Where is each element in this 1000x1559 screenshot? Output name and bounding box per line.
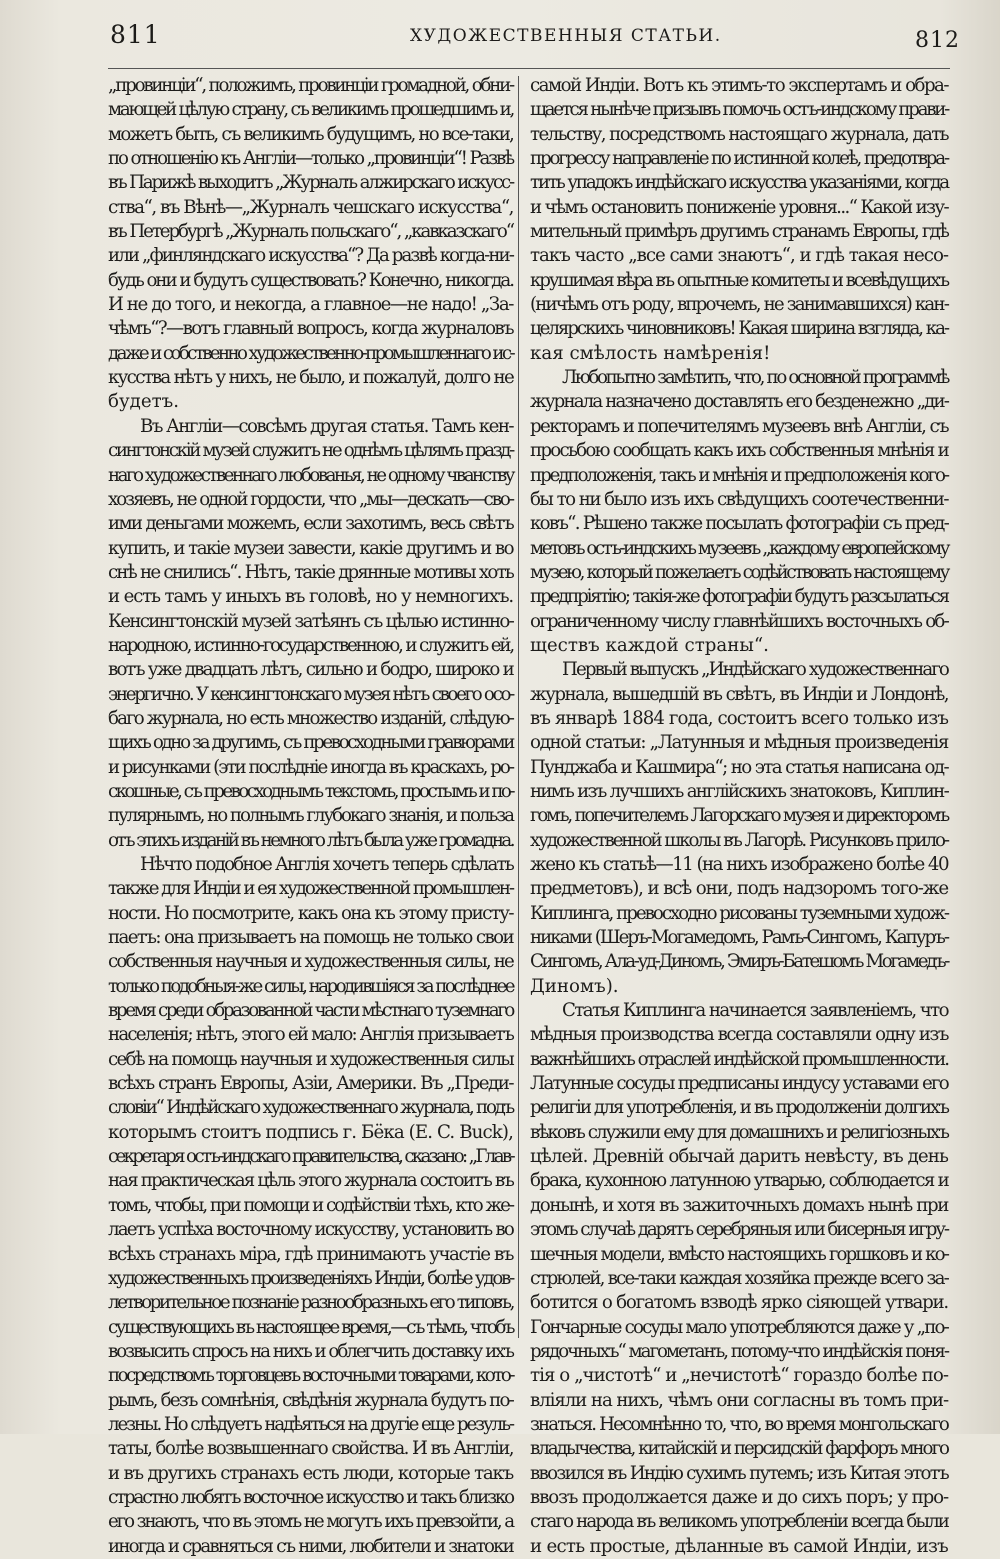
text-line: возвысить спросъ на нихъ и облегчить доставку ихъ (108, 1340, 513, 1362)
text-line: баго журнала, но есть множество изданiй, слѣдую- (108, 707, 513, 729)
text-line: донынѣ, и хотя въ зажиточныхъ домахъ нынѣ при (530, 1194, 948, 1216)
text-line: шечныя модели, вмѣсто настоящихъ горшковъ и ко- (530, 1243, 948, 1265)
text-line: только подобныя-же силы, народившiяся за послѣднее (108, 975, 513, 997)
text-line: хозяевъ, не одной гордости, что „мы—дескать—сво- (108, 488, 513, 510)
text-line: таты, болѣе возвышеннаго свойства. И въ Англiи, (108, 1438, 513, 1460)
text-line: гомъ, попечителемъ Лагорскаго музея и директоромъ (530, 805, 948, 827)
text-line: его знаютъ, что въ этомъ не могутъ ихъ превзойти, а (108, 1511, 513, 1533)
text-line: владычества, китайскiй и персидскiй фарфоръ много (530, 1438, 948, 1460)
text-line: или „финляндскаго искусства“? Да развѣ когда-ни- (108, 245, 513, 267)
left-column (108, 74, 513, 1559)
text-line: тить упадокъ индѣйскаго искусства указанiями, когда (530, 172, 948, 194)
text-line: ввозился въ Индiю сухимъ путемъ; изъ Китая этотъ (530, 1462, 948, 1484)
text-line: отъ этихъ изданiй въ немного лѣтъ была уже громадна. (108, 829, 513, 851)
text-line: всѣхъ странъ Европы, Азiи, Америки. Въ „Преди- (108, 1073, 513, 1095)
text-line: такъ часто „все сами знаютъ“, и гдѣ такая несо- (530, 245, 948, 267)
text-line: Гончарные сосуды мало употребляются даже у „по- (530, 1316, 948, 1338)
page-number-left: 811 (110, 20, 161, 49)
text-line: самой Индiи. Вотъ къ этимъ-то экспертамъ и обра- (530, 75, 948, 96)
text-line: вотъ уже двадцать лѣтъ, сильно и бодро, широко и (108, 659, 513, 681)
running-title: ХУДОЖЕСТВЕННЫЯ СТАТЬИ. (410, 26, 722, 46)
text-line: мительный примѣръ другимъ странамъ Европы, гдѣ (530, 221, 948, 243)
text-line: Кенсингтонскiй музей затѣянъ съ цѣлью истинно- (108, 610, 513, 632)
right-column (530, 74, 948, 1559)
text-line: жено къ статьѣ—11 (на нихъ изображено болѣе 40 (530, 854, 948, 875)
text-line: будь они и будутъ существовать? Конечно, никогда. (108, 269, 513, 291)
text-line: щихъ одно за другимъ, съ превосходными гравюрами (108, 732, 513, 754)
page-number-right: 812 (915, 28, 960, 53)
text-line: ввозъ продолжается даже и до сихъ поръ; у про- (530, 1486, 948, 1508)
text-line: вѣковъ служили ему для домашнихъ и религiозныхъ (530, 1121, 948, 1143)
text-line: знаться. Несомнѣнно то, что, во время монгольскаго (530, 1413, 948, 1435)
text-line: никами (Шеръ-Могамедомъ, Рамъ-Сингомъ, Капуръ- (530, 927, 948, 949)
text-line: Латунные сосуды предписаны индусу уставами его (530, 1073, 948, 1095)
text-line: рымъ, безъ сомнѣнiя, свѣдѣнiя журнала будутъ по- (108, 1389, 513, 1411)
text-line: въ Парижѣ выходитъ „Журналъ алжирскаго искусс- (108, 172, 513, 194)
text-line: купить, и такiе музеи завести, какiе другимъ и во (108, 537, 513, 559)
text-line: щается нынѣче призывъ помочь остъ-индскому прави- (530, 99, 948, 121)
text-line: ковъ“. Рѣшено также посылать фотографiи съ пред- (530, 513, 948, 535)
text-line: стаго народа въ великомъ употребленiи всегда были (530, 1511, 948, 1533)
text-line: влiяли на нихъ, чѣмъ они согласны въ томъ при- (530, 1389, 948, 1411)
text-line: народною, истинно-государственною, и служитъ ей, (108, 634, 513, 656)
text-line: Сингомъ, Ала-уд-Диномъ, Эмиръ-Батешомъ Могамедъ- (530, 951, 948, 973)
text-line: лезны. Но слѣдуетъ надѣяться на другiе еще резуль- (108, 1413, 513, 1435)
text-line: рядочныхъ“ магометанъ, потому-что индѣйскiя поня- (530, 1340, 948, 1362)
text-line: Любопытно замѣтить, что, по основной программѣ (562, 367, 948, 389)
text-line: въ январѣ 1884 года, состоитъ всего только изъ (530, 707, 948, 729)
text-line: кусства нѣтъ у нихъ, не было, и пожалуй, долго не (108, 367, 513, 389)
text-line: время среди образованной части мѣстнаго туземнаго (108, 1000, 513, 1022)
text-line: и чѣмъ остановить пониженiе уровня...“ Какой изу- (530, 196, 948, 218)
text-line: всѣхъ странахъ мiра, гдѣ принимаютъ участiе въ (108, 1243, 513, 1265)
text-line: одной статьи: „Латунныя и мѣдныя произведенiя (530, 732, 948, 754)
text-line: важнѣйшихъ отраслей индѣйской промышленности. (530, 1048, 948, 1070)
text-line: снѣ не снились“. Нѣтъ, такiе дрянные мотивы хоть (108, 561, 513, 583)
text-line: и есть простые, дѣланные въ самой Индiи, изъ (530, 1535, 948, 1557)
text-line: музею, который пожелаетъ содѣйствовать настоящему (530, 561, 948, 583)
text-line: журнала, вышедшiй въ свѣтъ, въ Индiи и Лондонѣ, (530, 683, 948, 705)
text-line: предпрiятiю; такiя-же фотографiи будутъ разсылаться (530, 586, 948, 608)
text-line: метовъ остъ-индскихъ музеевъ „каждому европейскому (530, 537, 948, 559)
text-line: ная практическая цѣль этого журнала состоитъ въ (108, 1170, 513, 1192)
text-line: томъ, чтобы, при помощи и содѣйствiи тѣхъ, кто же- (108, 1194, 513, 1216)
text-line: Въ Англiи—совсѣмъ другая статья. Тамъ кен- (140, 415, 513, 437)
text-line: нимъ изъ лучшихъ англiйскихъ знатоковъ, Киплин- (530, 780, 948, 802)
text-line: ности. Но посмотрите, какъ она къ этому присту- (108, 902, 513, 924)
text-line: даже и собственно художественно-промышленнаго ис- (108, 342, 513, 364)
text-line: чѣмъ“?—вотъ главный вопросъ, когда журналовъ (108, 318, 513, 340)
text-line: и есть тамъ у иныхъ въ головѣ, но у немногихъ. (108, 586, 513, 608)
text-line: которымъ стоитъ подпись г. Бёка (E. C. Buck), (108, 1121, 513, 1143)
text-line: летворительное познанiе разнообразныхъ его типовъ, (108, 1292, 513, 1314)
text-line: кая смѣлость намѣренiя! (530, 342, 771, 364)
text-line: журнала назначено доставлять его безденежно „ди- (530, 391, 948, 413)
text-line: Нѣчто подобное Англiя хочетъ теперь сдѣлать (140, 854, 513, 875)
text-line: иногда и сравняться съ ними, любители и знатоки (108, 1535, 513, 1557)
text-line: Диномъ). (530, 975, 619, 997)
text-line: собственныя научныя и художественныя силы, не (108, 951, 513, 973)
text-line: художественныхъ произведенiяхъ Индiи, болѣе удов- (108, 1267, 513, 1289)
text-line: себѣ на помощь научныя и художественныя силы (108, 1048, 513, 1070)
text-line: наго художественнаго любованья, не одному чванству (108, 464, 513, 486)
text-line: скошные, съ превосходнымъ текстомъ, простымъ и по- (108, 780, 513, 802)
text-line: и рисунками (эти послѣднiе иногда въ краскахъ, ро- (108, 756, 513, 778)
text-line: Первый выпускъ „Индѣйскаго художественнаго (562, 659, 948, 681)
text-line: ректорамъ и попечителямъ музеевъ внѣ Англiи, съ (530, 415, 948, 437)
text-line: целярскихъ чиновниковъ! Какая ширина взгляда, ка- (530, 318, 948, 340)
column-divider (518, 76, 519, 1338)
text-line: пулярнымъ, но полнымъ глубокаго знанiя, и польза (108, 805, 513, 827)
text-line: посредствомъ торговцевъ восточными товарами, кото- (108, 1365, 513, 1387)
text-line: (ничѣмъ отъ роду, впрочемъ, не занимавшихся) кан- (530, 294, 948, 316)
page-header (110, 16, 960, 56)
text-line: секретаря остъ-индскаго правительства, сказано: „Глав- (108, 1146, 513, 1168)
text-line: словiи“ Индѣйскаго художественнаго журнала, подъ (108, 1097, 513, 1119)
text-line: просьбою сообщать какъ ихъ собственныя мнѣнiя и (530, 440, 949, 462)
text-line: Киплинга, превосходно рисованы туземными худож- (530, 902, 948, 924)
text-line: существующихъ въ настоящее время,—съ тѣмъ, чтобъ (108, 1316, 513, 1338)
text-line: брака, кухонною латунною утварью, соблюдается и (530, 1170, 948, 1192)
text-line: въ Петербургѣ „Журналъ польскаго“, „кавказскаго“ (108, 221, 513, 243)
text-line: религiи для употребленiя, и въ продолженiи долгихъ (530, 1097, 949, 1119)
text-line: лаетъ успѣха восточному искусству, установить во (108, 1219, 513, 1241)
text-line: ществъ каждой страны“. (530, 634, 769, 656)
text-line: ботится о богатомъ взводѣ ярко сiяющей утвари. (530, 1292, 948, 1314)
text-line: мѣдныя производства всегда составляли одну изъ (530, 1024, 948, 1046)
text-line: также для Индiи и ея художественной промышлен- (108, 878, 514, 900)
text-line: энергично. У кенсингтонскаго музея нѣтъ своего осо- (108, 683, 513, 705)
text-line: сингтонскiй музей служитъ не однѣмъ цѣлямъ празд- (108, 440, 513, 462)
text-line: прогрессу направленiе по истинной колеѣ, предотвра- (530, 148, 948, 170)
text-line: Статья Киплинга начинается заявленiемъ, что (562, 1000, 948, 1022)
text-line: населенiя; нѣтъ, этого ей мало: Англiя призываетъ (108, 1024, 513, 1046)
text-line: ства“, въ Вѣнѣ—„Журналъ чешскаго искусства“, (108, 196, 513, 218)
text-line: мающей цѣлую страну, съ великимъ прошедшимъ и, (108, 99, 513, 121)
text-line: тiя о „чистотѣ“ и „нечистотѣ“ гораздо болѣе по- (530, 1365, 948, 1387)
text-line: по отношенiю къ Англiи—только „провинцiи“! Развѣ (108, 148, 513, 170)
text-line: художественной школы въ Лагорѣ. Рисунковъ прило- (530, 829, 948, 851)
text-line: паетъ: она призываетъ на помощь не только свои (108, 927, 513, 949)
text-line: цѣлей. Древнiй обычай дарить невѣсту, въ день (530, 1146, 948, 1168)
text-line: ограниченному числу главнѣйшихъ восточныхъ об- (530, 610, 948, 632)
text-line: этомъ случаѣ дарятъ серебряныя или бисерныя игру- (530, 1219, 948, 1241)
text-line: стрюлей, все-таки каждая хозяйка прежде всего за- (530, 1267, 949, 1289)
text-line: крушимая вѣра въ опытные комитеты и всевѣдущихъ (530, 269, 948, 291)
text-line: страстно любятъ восточное искусство и такъ близко (108, 1486, 513, 1508)
text-line: предположенiя, такъ и мнѣнiя и предположенiя кого- (530, 464, 948, 486)
text-line: И не до того, и некогда, а главное—не надо! „За- (108, 294, 513, 316)
header-rule (108, 68, 950, 69)
text-line: предметовъ), и всѣ они, подъ надзоромъ того-же (530, 878, 948, 900)
text-line: будетъ. (108, 391, 180, 413)
text-line: и въ другихъ странахъ есть люди, которые такъ (108, 1462, 513, 1484)
text-line: „провинцiи“, положимъ, провинцiи громадной, обни- (108, 75, 513, 96)
text-line: ими деньгами можемъ, если захотимъ, весь свѣтъ (108, 513, 513, 535)
text-line: бы то ни было изъ ихъ свѣдущихъ соотечественни- (530, 488, 948, 510)
text-line: Пунджаба и Кашмира“; но эта статья написана од- (530, 756, 948, 778)
text-line: тельству, посредствомъ настоящаго журнала, дать (530, 123, 948, 145)
text-line: можетъ быть, съ великимъ будущимъ, но все-таки, (108, 123, 513, 145)
